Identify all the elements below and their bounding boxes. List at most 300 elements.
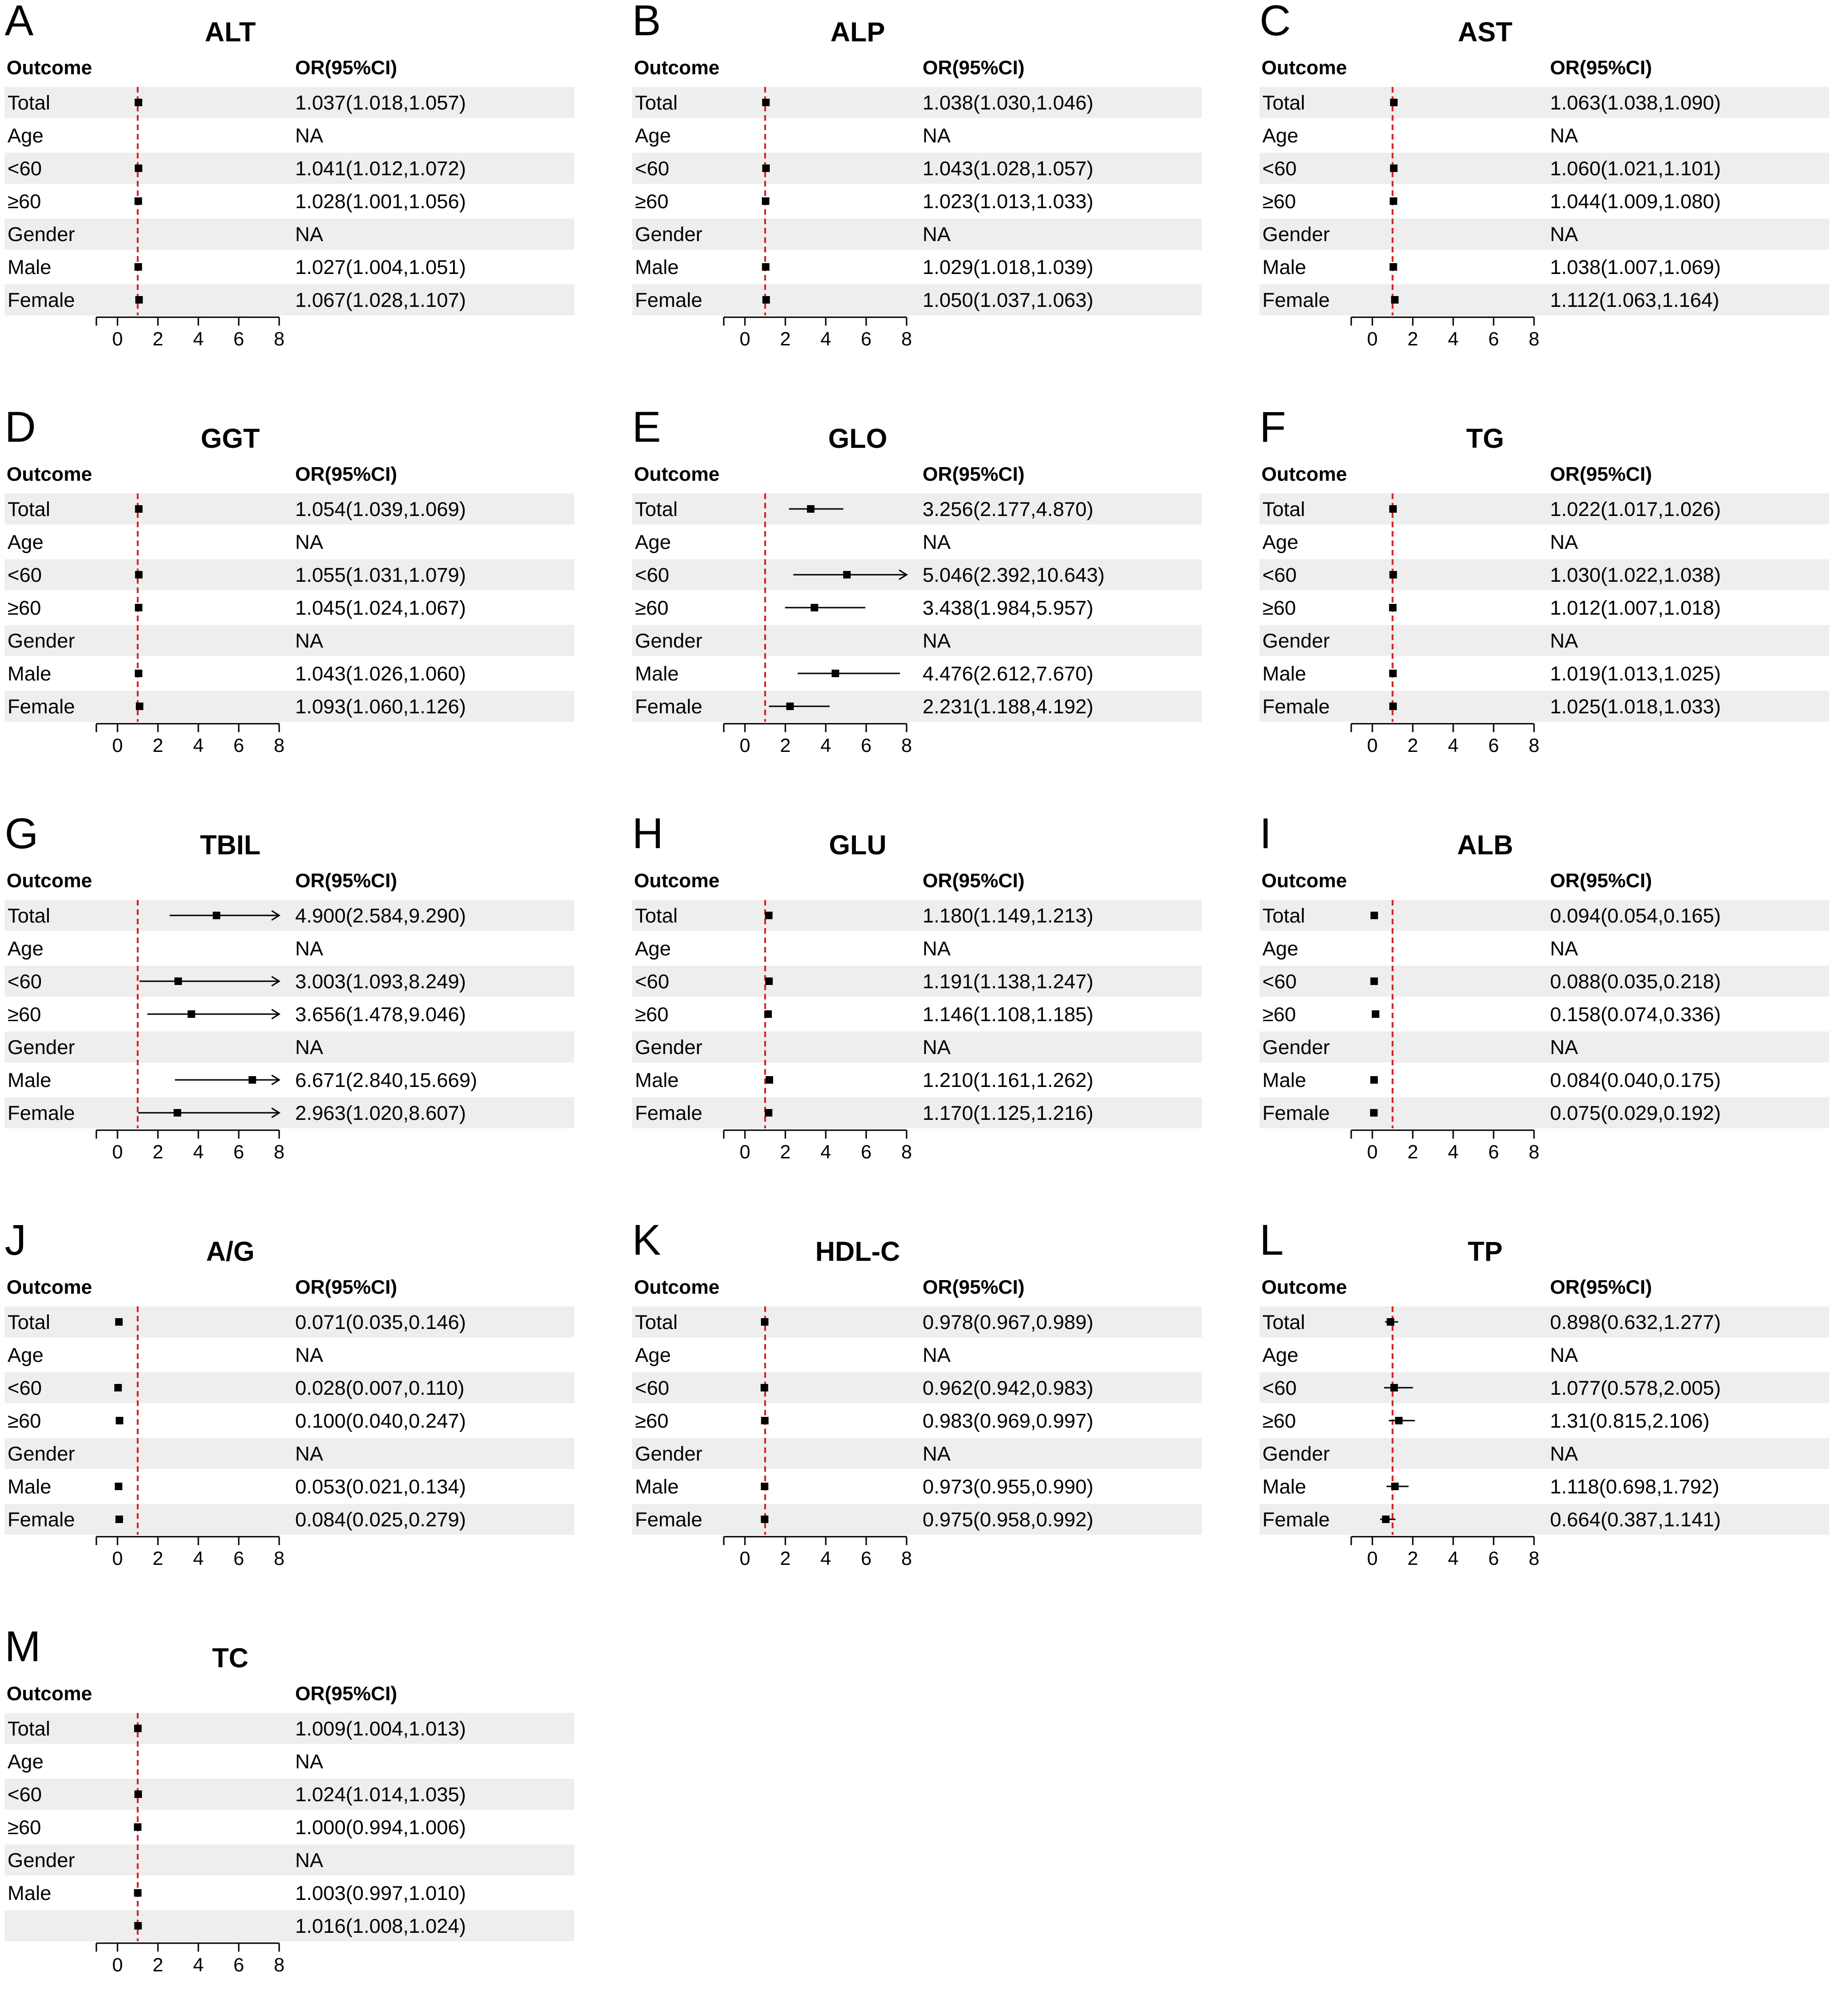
or-ci-label: 1.003(0.997,1.010) [295, 1882, 466, 1905]
or-ci-label: 1.027(1.004,1.051) [295, 256, 466, 279]
row-label: Male [635, 1476, 679, 1498]
header-outcome: Outcome [7, 1276, 93, 1298]
x-tick-label: 4 [820, 1141, 831, 1163]
x-tick-label: 0 [1367, 328, 1378, 350]
row-label: <60 [8, 970, 42, 993]
row-label: Male [1262, 1069, 1307, 1092]
row-label: ≥60 [8, 597, 41, 619]
row-label: Total [8, 1718, 50, 1740]
or-point [116, 1417, 123, 1424]
or-point [115, 1483, 122, 1490]
row-label: Female [1262, 1508, 1330, 1531]
row-label: Male [8, 256, 52, 279]
or-ci-label: 1.030(1.022,1.038) [1550, 564, 1721, 586]
or-ci-label: NA [1550, 223, 1578, 246]
row-label: Age [1262, 531, 1299, 554]
row-label: Age [1262, 125, 1299, 147]
or-ci-label: 1.077(0.578,2.005) [1550, 1377, 1721, 1399]
row-label: Age [635, 938, 671, 960]
row-label: <60 [1262, 970, 1297, 993]
row-band [1260, 219, 1829, 250]
or-ci-label: NA [295, 1849, 323, 1872]
row-band [1260, 691, 1829, 722]
row-label: Female [8, 1102, 75, 1125]
row-band [1260, 87, 1829, 118]
row-band [632, 625, 1202, 656]
row-band [5, 691, 574, 722]
row-band [632, 493, 1202, 524]
row-label: Total [635, 92, 678, 114]
x-tick-label: 6 [1488, 1141, 1499, 1163]
header-outcome: Outcome [1261, 463, 1347, 485]
or-ci-label: 1.050(1.037,1.063) [923, 289, 1094, 312]
or-point [135, 571, 142, 578]
or-point [134, 197, 142, 205]
forest-plot-svg [627, 403, 1210, 797]
row-band [632, 219, 1202, 250]
row-label: Gender [8, 223, 75, 246]
header-or-ci: OR(95%CI) [1550, 1276, 1652, 1298]
or-ci-label: 4.476(2.612,7.670) [923, 663, 1094, 685]
row-band [632, 900, 1202, 931]
header-outcome: Outcome [1261, 1276, 1347, 1298]
or-point [116, 1516, 123, 1523]
or-ci-label: NA [295, 1750, 323, 1773]
x-tick-label: 2 [780, 735, 791, 756]
x-tick-label: 2 [1407, 1547, 1418, 1569]
or-point [1390, 1384, 1398, 1391]
or-point [136, 703, 143, 710]
or-point [831, 670, 839, 677]
panel-title: HDL-C [815, 1236, 900, 1267]
x-tick-label: 6 [861, 1547, 872, 1569]
panel-letter: B [632, 0, 661, 45]
panel-title: TP [1467, 1236, 1503, 1267]
header-or-ci: OR(95%CI) [1550, 56, 1652, 78]
header-or-ci: OR(95%CI) [295, 56, 398, 78]
or-ci-label: 5.046(2.392,10.643) [923, 564, 1105, 586]
row-label: Gender [1262, 630, 1330, 652]
or-point [1390, 164, 1398, 172]
row-label: Male [8, 1069, 52, 1092]
or-point [134, 1889, 141, 1897]
or-point [1370, 1109, 1378, 1117]
row-band [5, 1713, 574, 1744]
or-point [766, 1076, 773, 1084]
x-tick-label: 4 [820, 328, 831, 350]
x-tick-label: 2 [152, 1954, 164, 1976]
forest-plot-svg [0, 0, 583, 390]
row-label: <60 [8, 564, 42, 586]
x-tick-label: 4 [820, 735, 831, 756]
or-ci-label: 0.975(0.958,0.992) [923, 1508, 1094, 1531]
x-tick-label: 6 [233, 328, 244, 350]
row-band [632, 1031, 1202, 1063]
or-point [761, 1417, 768, 1424]
forest-panel-a [0, 0, 583, 390]
panel-title: ALB [1457, 830, 1513, 860]
row-label: <60 [8, 157, 42, 180]
or-point [1370, 977, 1378, 985]
x-tick-label: 6 [1488, 328, 1499, 350]
row-label: Total [1262, 498, 1305, 521]
or-point [764, 1010, 772, 1018]
header-or-ci: OR(95%CI) [923, 1276, 1025, 1298]
row-label: Male [8, 1476, 52, 1498]
or-point [213, 912, 220, 919]
or-ci-label: 0.084(0.040,0.175) [1550, 1069, 1721, 1092]
row-label: <60 [635, 1377, 669, 1399]
x-tick-label: 6 [861, 328, 872, 350]
x-tick-label: 4 [820, 1547, 831, 1569]
x-tick-label: 2 [1407, 328, 1418, 350]
x-tick-label: 6 [233, 1141, 244, 1163]
row-label: Male [8, 663, 52, 685]
row-label: Total [635, 1311, 678, 1334]
forest-plot-svg [0, 810, 583, 1203]
or-point [761, 1516, 768, 1523]
panel-letter: I [1260, 810, 1272, 858]
or-ci-label: 0.028(0.007,0.110) [295, 1377, 465, 1399]
row-band [5, 1504, 574, 1535]
panel-letter: E [632, 403, 661, 451]
or-ci-label: NA [923, 630, 951, 652]
forest-plot-svg [0, 1623, 583, 2016]
x-tick-label: 2 [1407, 1141, 1418, 1163]
or-ci-label: 1.038(1.030,1.046) [923, 92, 1094, 114]
or-ci-label: 1.210(1.161,1.262) [923, 1069, 1094, 1092]
row-label: Female [1262, 695, 1330, 718]
or-point [114, 1384, 122, 1391]
forest-panel-c [1255, 0, 1832, 390]
or-point [135, 670, 142, 677]
x-tick-label: 0 [739, 1141, 751, 1163]
or-ci-label: 3.256(2.177,4.870) [923, 498, 1094, 521]
x-tick-label: 0 [112, 1954, 123, 1976]
or-ci-label: NA [923, 531, 951, 554]
or-ci-label: 1.063(1.038,1.090) [1550, 92, 1721, 114]
or-ci-label: NA [1550, 1443, 1578, 1465]
or-point [1382, 1516, 1390, 1523]
row-band [1260, 1306, 1829, 1337]
row-label: <60 [8, 1377, 42, 1399]
or-point [134, 1823, 141, 1831]
or-point [135, 164, 142, 172]
row-label: Total [1262, 905, 1305, 927]
header-outcome: Outcome [634, 1276, 720, 1298]
row-label: <60 [1262, 1377, 1297, 1399]
row-label: ≥60 [8, 1816, 41, 1839]
or-ci-label: 1.012(1.007,1.018) [1550, 597, 1721, 619]
or-ci-label: NA [1550, 938, 1578, 960]
or-point [135, 99, 142, 106]
or-ci-label: NA [923, 1344, 951, 1367]
x-tick-label: 0 [112, 1141, 123, 1163]
x-tick-label: 8 [1528, 1141, 1540, 1163]
row-label: ≥60 [635, 1410, 669, 1432]
or-point [1390, 99, 1398, 106]
or-point [1391, 296, 1399, 304]
forest-panel-d [0, 403, 583, 797]
x-tick-label: 2 [780, 1141, 791, 1163]
row-band [632, 284, 1202, 315]
or-ci-label: NA [295, 531, 323, 554]
row-band [5, 493, 574, 524]
or-ci-label: 1.022(1.017,1.026) [1550, 498, 1721, 521]
row-band [5, 1779, 574, 1810]
x-tick-label: 4 [1448, 1141, 1459, 1163]
or-ci-label: 1.043(1.028,1.057) [923, 157, 1094, 180]
or-point [1389, 571, 1397, 578]
x-tick-label: 6 [861, 735, 872, 756]
or-ci-label: 0.973(0.955,0.990) [923, 1476, 1094, 1498]
row-label: ≥60 [1262, 1003, 1296, 1026]
or-ci-label: 6.671(2.840,15.669) [295, 1069, 478, 1092]
row-label: Age [8, 531, 44, 554]
row-label: Gender [635, 630, 703, 652]
or-ci-label: 3.438(1.984,5.957) [923, 597, 1094, 619]
row-band [632, 1438, 1202, 1469]
or-point [1389, 604, 1397, 611]
or-point [134, 1922, 142, 1930]
forest-plot-svg [627, 0, 1210, 390]
or-point [1390, 263, 1397, 271]
forest-panel-e [627, 403, 1210, 797]
or-point [786, 703, 794, 710]
or-point [135, 296, 143, 304]
header-or-ci: OR(95%CI) [1550, 869, 1652, 891]
forest-panel-l [1255, 1216, 1832, 1610]
row-band [632, 1372, 1202, 1403]
row-label: Total [8, 498, 50, 521]
forest-plot-svg [1255, 403, 1832, 797]
row-label: Age [1262, 1344, 1299, 1367]
x-tick-label: 2 [152, 1141, 164, 1163]
panel-title: A/G [206, 1236, 255, 1267]
or-point [762, 99, 770, 106]
row-label: Gender [8, 630, 75, 652]
panel-letter: C [1260, 0, 1291, 45]
row-band [5, 625, 574, 656]
or-point [765, 977, 773, 985]
or-ci-label: 1.191(1.138,1.247) [923, 970, 1094, 993]
x-tick-label: 6 [1488, 735, 1499, 756]
row-label: ≥60 [1262, 597, 1296, 619]
or-ci-label: 1.146(1.108,1.185) [923, 1003, 1094, 1026]
panel-title: ALP [830, 17, 885, 47]
row-label: Male [635, 256, 679, 279]
or-ci-label: NA [1550, 125, 1578, 147]
row-band [5, 1097, 574, 1128]
row-label: Gender [8, 1443, 75, 1465]
panel-letter: D [5, 403, 36, 451]
row-band [632, 153, 1202, 184]
or-point [762, 296, 770, 304]
panel-title: TG [1466, 423, 1504, 454]
row-label: Female [1262, 289, 1330, 312]
x-tick-label: 8 [901, 1141, 912, 1163]
or-ci-label: 0.075(0.029,0.192) [1550, 1102, 1721, 1125]
x-tick-label: 0 [739, 1547, 751, 1569]
row-band [5, 153, 574, 184]
row-label: Male [8, 1882, 52, 1905]
row-band [1260, 1097, 1829, 1128]
x-tick-label: 6 [233, 1547, 244, 1569]
x-tick-label: 0 [112, 735, 123, 756]
or-ci-label: 1.118(0.698,1.792) [1550, 1476, 1720, 1498]
x-tick-label: 8 [274, 1547, 285, 1569]
row-band [632, 1504, 1202, 1535]
or-point [1389, 505, 1397, 513]
or-point [135, 604, 142, 611]
or-point [134, 1790, 142, 1798]
row-label: ≥60 [1262, 1410, 1296, 1432]
or-ci-label: 1.037(1.018,1.057) [295, 92, 466, 114]
or-ci-label: 0.094(0.054,0.165) [1550, 905, 1721, 927]
or-ci-label: 4.900(2.584,9.290) [295, 905, 466, 927]
header-outcome: Outcome [7, 1682, 93, 1704]
or-point [1395, 1417, 1402, 1424]
row-label: Gender [635, 1443, 703, 1465]
row-label: Age [635, 1344, 671, 1367]
header-or-ci: OR(95%CI) [295, 869, 398, 891]
x-tick-label: 2 [1407, 735, 1418, 756]
panel-title: GLO [828, 423, 887, 454]
x-tick-label: 0 [1367, 1547, 1378, 1569]
or-ci-label: 0.978(0.967,0.989) [923, 1311, 1094, 1334]
forest-plot-svg [1255, 1216, 1832, 1610]
x-tick-label: 0 [739, 735, 751, 756]
or-ci-label: 0.100(0.040,0.247) [295, 1410, 466, 1432]
row-label: <60 [1262, 157, 1297, 180]
or-point [761, 1318, 768, 1326]
row-band [1260, 559, 1829, 590]
panel-title: TBIL [200, 830, 261, 860]
row-band [632, 691, 1202, 722]
row-label: Gender [1262, 223, 1330, 246]
or-ci-label: 3.003(1.093,8.249) [295, 970, 466, 993]
row-label: Age [635, 531, 671, 554]
or-ci-label: NA [295, 1443, 323, 1465]
or-point [174, 977, 182, 985]
forest-plot-svg [0, 403, 583, 797]
row-label: Age [1262, 938, 1299, 960]
x-tick-label: 4 [193, 735, 204, 756]
or-ci-label: 1.043(1.026,1.060) [295, 663, 466, 685]
x-tick-label: 0 [1367, 735, 1378, 756]
forest-plot-svg [627, 810, 1210, 1203]
header-or-ci: OR(95%CI) [1550, 463, 1652, 485]
forest-plot-svg [0, 1216, 583, 1610]
forest-panel-k [627, 1216, 1210, 1610]
row-label: Total [8, 1311, 50, 1334]
row-label: ≥60 [8, 190, 41, 213]
or-point [762, 164, 770, 172]
panel-title: TC [212, 1643, 249, 1673]
row-label: Age [8, 125, 44, 147]
header-or-ci: OR(95%CI) [923, 869, 1025, 891]
or-point [765, 912, 773, 919]
or-point [761, 1483, 768, 1490]
row-band [1260, 625, 1829, 656]
x-tick-label: 8 [1528, 735, 1540, 756]
row-label: Total [635, 498, 678, 521]
row-band [5, 1031, 574, 1063]
row-band [5, 1306, 574, 1337]
forest-plot-svg [627, 1216, 1210, 1610]
or-point [188, 1010, 195, 1018]
row-band [632, 1306, 1202, 1337]
or-ci-label: 1.028(1.001,1.056) [295, 190, 466, 213]
or-ci-label: NA [295, 223, 323, 246]
panel-letter: J [5, 1216, 26, 1264]
row-label: ≥60 [635, 597, 669, 619]
row-label: Gender [8, 1849, 75, 1872]
header-outcome: Outcome [7, 463, 93, 485]
or-ci-label: NA [295, 125, 323, 147]
or-ci-label: 3.656(1.478,9.046) [295, 1003, 466, 1026]
or-ci-label: 1.093(1.060,1.126) [295, 695, 466, 718]
row-label: Gender [1262, 1443, 1330, 1465]
panel-title: ALT [204, 17, 256, 47]
row-label: Female [635, 1508, 703, 1531]
row-label: Gender [1262, 1036, 1330, 1059]
or-ci-label: NA [295, 630, 323, 652]
header-outcome: Outcome [1261, 869, 1347, 891]
x-tick-label: 4 [193, 1954, 204, 1976]
x-tick-label: 2 [152, 735, 164, 756]
or-point [760, 1384, 768, 1391]
row-band [1260, 493, 1829, 524]
row-band [1260, 1438, 1829, 1469]
row-label: Male [635, 663, 679, 685]
or-point [134, 263, 142, 271]
row-label: ≥60 [8, 1410, 41, 1432]
or-point [1387, 1318, 1394, 1326]
or-ci-label: NA [923, 1036, 951, 1059]
row-label: ≥60 [1262, 190, 1296, 213]
or-ci-label: NA [1550, 630, 1578, 652]
forest-panel-b [627, 0, 1210, 390]
or-ci-label: NA [923, 223, 951, 246]
row-label: <60 [635, 564, 669, 586]
or-point [1390, 197, 1397, 205]
or-ci-label: NA [1550, 1344, 1578, 1367]
x-tick-label: 8 [1528, 328, 1540, 350]
row-band [1260, 966, 1829, 997]
or-ci-label: NA [923, 125, 951, 147]
row-label: Total [635, 905, 678, 927]
x-tick-label: 8 [901, 735, 912, 756]
row-label: Age [635, 125, 671, 147]
or-ci-label: 1.045(1.024,1.067) [295, 597, 466, 619]
header-or-ci: OR(95%CI) [295, 1276, 398, 1298]
row-band [5, 900, 574, 931]
x-tick-label: 8 [274, 735, 285, 756]
or-ci-label: 0.084(0.025,0.279) [295, 1508, 466, 1531]
x-tick-label: 6 [861, 1141, 872, 1163]
or-point [762, 197, 769, 205]
x-tick-label: 2 [152, 328, 164, 350]
row-label: Total [1262, 1311, 1305, 1334]
or-point [765, 1109, 772, 1117]
or-point [173, 1109, 181, 1117]
row-band [632, 87, 1202, 118]
or-ci-label: 1.016(1.008,1.024) [295, 1915, 466, 1938]
x-tick-label: 6 [233, 735, 244, 756]
row-band [5, 1438, 574, 1469]
panel-letter: K [632, 1216, 661, 1264]
